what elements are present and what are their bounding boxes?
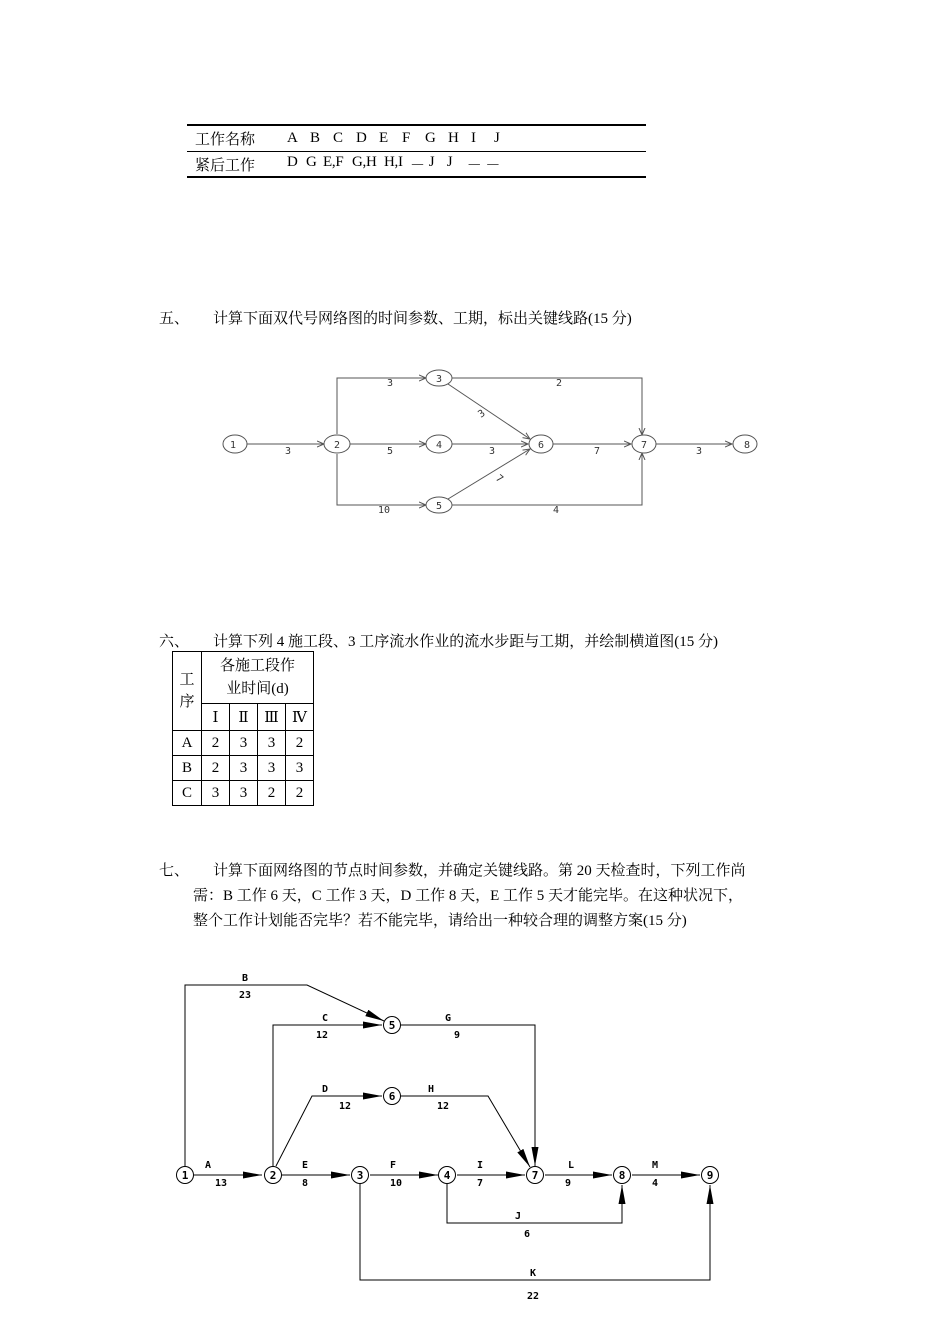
table-cell: J	[446, 153, 453, 170]
table-cell: G	[425, 129, 436, 146]
arrow-H	[401, 1096, 530, 1167]
table-cell: －	[466, 157, 482, 174]
segment-header: Ⅰ	[202, 704, 230, 731]
activity-duration: 13	[214, 1178, 228, 1189]
table-cell: D	[287, 153, 298, 170]
node-label: 6	[537, 440, 545, 451]
segment-header: Ⅱ	[230, 704, 258, 731]
row-header: 工作名称	[195, 131, 256, 148]
table-cell: 3	[258, 731, 286, 756]
activity-duration: 22	[526, 1291, 540, 1302]
node-label: 7	[531, 1169, 539, 1182]
duration-label: 2	[555, 378, 563, 389]
question-7-number: 七、	[159, 863, 190, 879]
question-5-text: 计算下面双代号网络图的时间参数、工期，标出关键线路(15 分)	[213, 311, 632, 327]
activity-duration: 12	[436, 1101, 450, 1112]
table-cell: B	[310, 129, 321, 146]
process-name: A	[173, 731, 202, 756]
table-cell: J	[428, 153, 435, 170]
arrow-D	[276, 1096, 382, 1166]
node-label: 5	[435, 501, 443, 512]
activity-name: I	[476, 1160, 484, 1171]
duration-label: 4	[552, 505, 560, 516]
duration-label: 7	[593, 446, 601, 457]
table-cell: 3	[230, 781, 258, 806]
activity-duration: 12	[315, 1030, 329, 1041]
activity-duration: 12	[338, 1101, 352, 1112]
arrow-K	[360, 1184, 710, 1280]
activity-name: H	[427, 1084, 435, 1095]
arrow-B	[185, 985, 384, 1167]
activity-name: F	[389, 1160, 397, 1171]
node-label: 8	[618, 1169, 626, 1182]
table-cell: E,F	[323, 153, 344, 170]
table-cell: 3	[202, 781, 230, 806]
activity-name: J	[514, 1211, 522, 1222]
table-cell: F	[402, 129, 411, 146]
table-cell: A	[287, 129, 298, 146]
segment-header: Ⅲ	[258, 704, 286, 731]
activity-name: L	[567, 1160, 575, 1171]
table-cell: 3	[230, 731, 258, 756]
duration-label: 3	[488, 446, 496, 457]
segment-time-header-line1: 各施工段作	[219, 657, 295, 674]
activity-name: C	[321, 1013, 329, 1024]
segment-time-header-line2: 业时间(d)	[226, 680, 289, 697]
table-cell: 2	[286, 781, 314, 806]
node-label: 7	[640, 440, 648, 451]
node-label: 2	[333, 440, 341, 451]
duration-label: 10	[377, 505, 391, 516]
table-cell: －	[410, 157, 425, 174]
table-cell: －	[485, 157, 501, 174]
table-cell: 2	[286, 731, 314, 756]
node-label: 1	[181, 1169, 189, 1182]
node-label: 2	[269, 1169, 277, 1182]
activity-duration: 10	[389, 1178, 403, 1189]
duration-label: 3	[386, 378, 394, 389]
duration-label: 3	[284, 446, 292, 457]
table-cell: E	[379, 129, 389, 146]
question-7-line3: 整个工作计划能否完毕？若不能完毕，请给出一种较合理的调整方案(15 分)	[193, 913, 687, 929]
node-label: 8	[743, 440, 751, 451]
process-header: 工 序	[173, 652, 202, 731]
arrow-J	[447, 1184, 622, 1223]
activity-name: E	[301, 1160, 309, 1171]
activity-duration: 7	[476, 1178, 484, 1189]
duration-label: 3	[476, 407, 488, 421]
table-cell: 3	[258, 756, 286, 781]
process-name: C	[173, 781, 202, 806]
table-cell: D	[356, 129, 367, 146]
question-7-line1: 计算下面网络图的节点时间参数，并确定关键线路。第 20 天检查时，下列工作尚	[213, 863, 746, 879]
table-cell: 2	[202, 731, 230, 756]
table-cell: I	[471, 129, 476, 146]
table-cell: 3	[230, 756, 258, 781]
duration-label: 7	[493, 472, 505, 486]
node-label: 4	[443, 1169, 451, 1182]
node-label: 9	[706, 1169, 714, 1182]
activity-duration: 9	[453, 1030, 461, 1041]
segment-header: Ⅳ	[286, 704, 314, 731]
activity-duration: 6	[523, 1229, 531, 1240]
question-5-number: 五、	[159, 311, 190, 327]
table-cell: J	[494, 129, 500, 146]
node-label: 1	[229, 440, 237, 451]
node-label: 6	[388, 1090, 396, 1103]
duration-label: 5	[386, 446, 394, 457]
activity-duration: 9	[564, 1178, 572, 1189]
activity-name: A	[204, 1160, 212, 1171]
table-cell: H,I	[384, 153, 403, 170]
table-cell: H	[448, 129, 459, 146]
node-label: 4	[435, 440, 443, 451]
question-6-text: 计算下列 4 施工段、3 工序流水作业的流水步距与工期，并绘制横道图(15 分)	[213, 634, 718, 650]
node-label: 3	[435, 374, 443, 385]
process-name: B	[173, 756, 202, 781]
question-6-number: 六、	[159, 634, 190, 650]
activity-name: K	[529, 1268, 537, 1279]
node-label: 3	[356, 1169, 364, 1182]
table-cell: G,H	[352, 153, 377, 170]
table-cell: C	[333, 129, 344, 146]
activity-duration: 4	[651, 1178, 659, 1189]
table-cell: 3	[286, 756, 314, 781]
activity-name: D	[321, 1084, 329, 1095]
table-cell: 2	[202, 756, 230, 781]
activity-duration: 23	[238, 990, 252, 1001]
activity-name: G	[444, 1013, 452, 1024]
question-7-line2: 需：B 工作 6 天，C 工作 3 天，D 工作 8 天，E 工作 5 天才能完毕。在这种状况下，	[193, 888, 744, 904]
row-header: 紧后工作	[195, 157, 256, 174]
activity-name: B	[241, 973, 249, 984]
table-cell: G	[306, 153, 317, 170]
activity-name: M	[651, 1160, 659, 1171]
node-label: 5	[388, 1019, 396, 1032]
duration-label: 3	[695, 446, 703, 457]
activity-duration: 8	[301, 1178, 309, 1189]
table-cell: 2	[258, 781, 286, 806]
